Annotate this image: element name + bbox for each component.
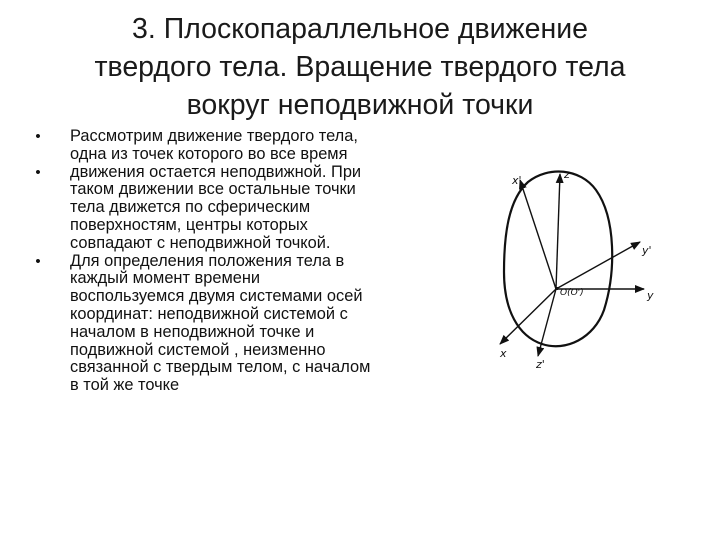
axis-x-prime	[520, 180, 556, 289]
bullet-2-line-4: поверхностям, центры которых	[70, 215, 308, 234]
bullet-3-line-8: в той же точке	[70, 376, 180, 395]
rigid-body-diagram	[484, 160, 674, 380]
bullet-2-line-1: движения остается неподвижной. При	[70, 162, 362, 181]
bullet-item-3	[28, 253, 458, 395]
axis-y-prime	[556, 242, 640, 289]
bullet-3-line-2: каждый момент времени	[70, 269, 261, 288]
bullet-1-line-1: Рассмотрим движение твердого тела,	[70, 127, 358, 145]
bullet-3-line-4: координат: неподвижной системой с	[70, 304, 348, 323]
label-x: x	[500, 347, 507, 360]
label-x-prime: x'	[512, 174, 522, 187]
bullet-2-line-2: таком движении все остальные точки	[70, 180, 356, 199]
bullet-1-line-2: одна из точек которого во все время	[70, 144, 348, 163]
bullet-2-line-5: совпадают с неподвижной точкой.	[70, 233, 331, 252]
bullet-marker: •	[35, 252, 41, 270]
bullet-item-2	[28, 164, 458, 253]
body-outline	[504, 172, 612, 347]
title-line-3: вокруг неподвижной точки	[186, 89, 534, 121]
label-y-prime: y'	[642, 244, 652, 257]
label-origin: O(O')	[560, 288, 584, 298]
bullet-item-1	[28, 128, 458, 164]
label-z: z	[564, 168, 570, 181]
bullet-marker: •	[35, 128, 41, 145]
bullet-list	[28, 128, 458, 395]
title-line-1: 3. Плоскопараллельное движение	[132, 13, 588, 45]
bullet-2-line-3: тела движется по сферическим	[70, 198, 311, 217]
axis-z	[556, 174, 560, 289]
label-y: y	[647, 289, 654, 302]
slide-title	[30, 10, 690, 124]
bullet-3-line-6: подвижной системой , неизменно	[70, 340, 326, 359]
title-line-2: твердого тела. Вращение твердого тела	[94, 51, 626, 83]
bullet-3-line-7: связанной с твердым телом, с началом	[70, 358, 371, 377]
bullet-marker: •	[35, 163, 41, 181]
origin-marker	[555, 287, 558, 290]
bullet-3-line-1: Для определения положения тела в	[70, 251, 345, 270]
label-z-prime: z'	[536, 358, 545, 371]
bullet-3-line-3: воспользуемся двумя системами осей	[70, 287, 363, 306]
bullet-3-line-5: началом в неподвижной точке и	[70, 322, 315, 341]
